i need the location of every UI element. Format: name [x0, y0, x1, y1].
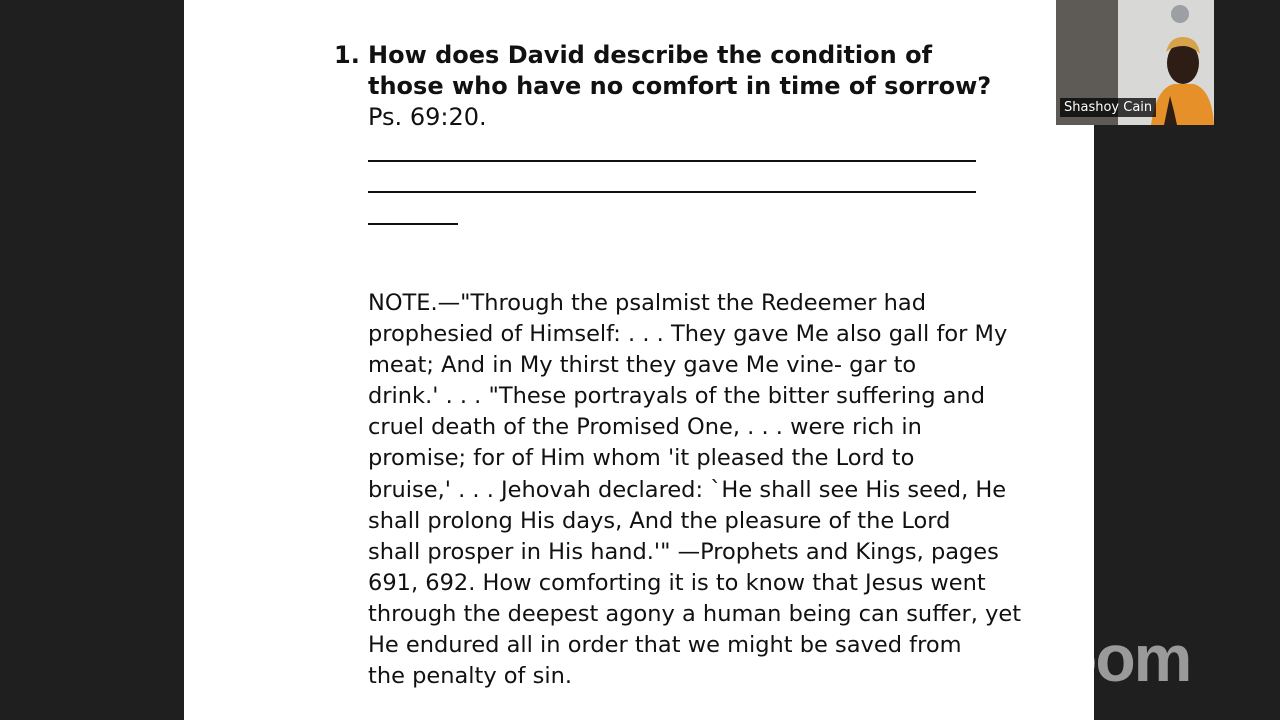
note-line: 691, 692. How comforting it is to know that Jesus went	[368, 569, 986, 596]
note-line: He endured all in order that we might be saved from	[368, 632, 962, 659]
note-line: bruise,' . . . Jehovah declared: `He shall see His seed, He	[368, 476, 1007, 503]
note-line: promise; for of Him whom 'it pleased the Lord to	[368, 445, 915, 472]
note-line: prophesied of Himself: . . . They gave Me also gall for My	[368, 321, 1008, 348]
question-text: How does David describe the condition of those who have no comfort in time of sorrow?	[368, 41, 992, 100]
note-line: meat; And in My thirst they gave Me vine- gar to	[368, 352, 917, 379]
answer-line-3	[368, 223, 458, 225]
note-line: NOTE.—"Through the psalmist the Redeemer had	[368, 290, 926, 316]
shared-document	[184, 0, 1094, 720]
zoom-logo: zoom	[1026, 621, 1191, 695]
question-number: 1.	[334, 41, 360, 69]
question-text-block	[368, 40, 1008, 133]
answer-line-1	[368, 160, 976, 162]
note-line: cruel death of the Promised One, . . . were rich in	[368, 414, 922, 441]
note-line: shall prolong His days, And the pleasure of the Lord	[368, 507, 951, 534]
note-line: drink.' . . . "These portrayals of the bitter suffering and	[368, 383, 985, 410]
participant-video-tile[interactable]	[1056, 0, 1214, 125]
note-line: the penalty of sin.	[368, 663, 573, 690]
participant-name-label: Shashoy Cain	[1060, 98, 1156, 117]
answer-line-2	[368, 191, 976, 193]
note-paragraph	[368, 288, 1022, 692]
scripture-reference: Ps. 69:20.	[368, 103, 487, 131]
note-line: shall prosper in His hand.'" —Prophets and Kings, pages	[368, 538, 999, 565]
note-line: through the deepest agony a human being can suffer, yet	[368, 600, 1022, 627]
